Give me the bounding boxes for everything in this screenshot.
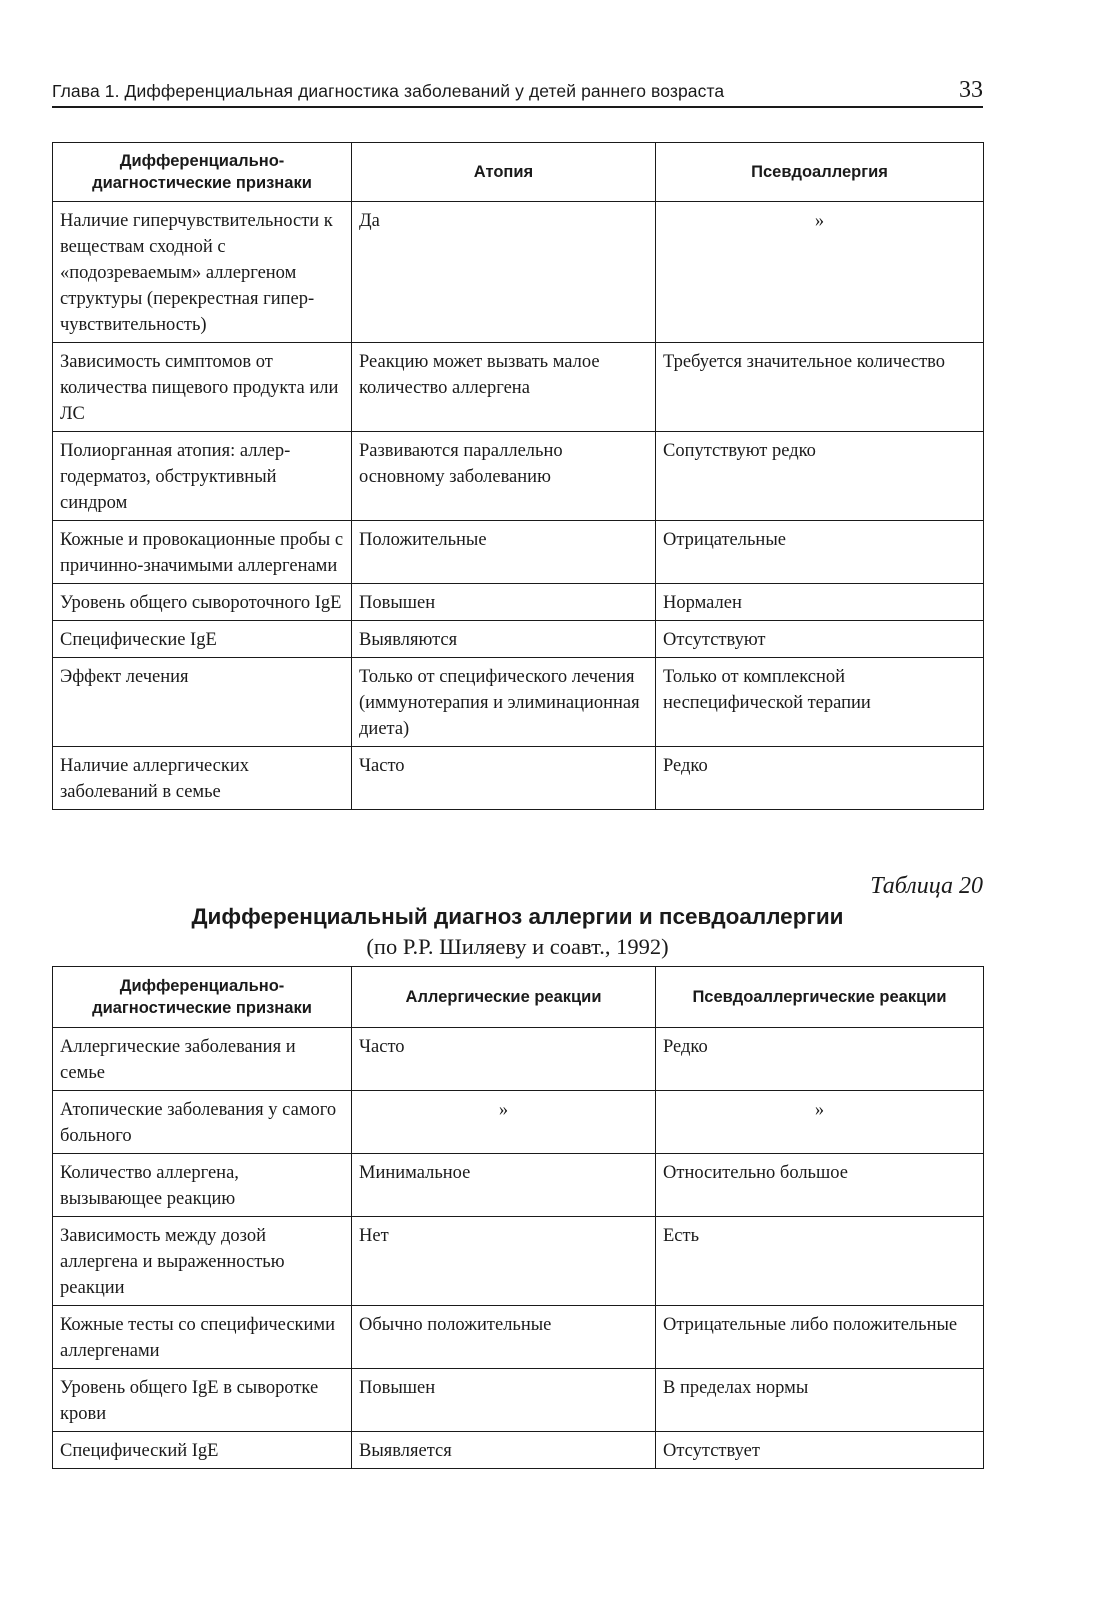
table-caption [52, 872, 983, 962]
table-cell: Только от специфического лечения (иммунотерапия и элиминационная диета) [352, 658, 656, 747]
table-cell: Повышен [352, 584, 656, 621]
table-cell-criterion: Аллергические заболевания и семье [53, 1028, 352, 1091]
table-row [53, 584, 984, 621]
table-row [53, 1432, 984, 1469]
column-header-atopy: Атопия [352, 143, 656, 202]
column-header-criteria: Дифференциально-диагностические признаки [53, 967, 352, 1028]
table-cell-criterion: Эффект лечения [53, 658, 352, 747]
table-row [53, 343, 984, 432]
table-row [53, 621, 984, 658]
table-cell: Отрицательные [656, 521, 984, 584]
table-cell-criterion: Количество аллергена, вызывающее реакцию [53, 1154, 352, 1217]
book-page [52, 64, 983, 1469]
table-cell-criterion: Уровень общего сывороточного IgE [53, 584, 352, 621]
table-cell: Часто [352, 747, 656, 810]
column-header-criteria: Дифференциально-диагностические признаки [53, 143, 352, 202]
table-row [53, 747, 984, 810]
page-number: 33 [959, 77, 983, 103]
table-cell-criterion: Уровень общего IgE в сыворотке крови [53, 1369, 352, 1432]
table-row [53, 1154, 984, 1217]
table-allergy-vs-pseudoallergy [52, 966, 984, 1469]
table-cell: Только от комплексной неспецифической терапии [656, 658, 984, 747]
column-header-pseudoallergic: Псевдоаллергические реакции [656, 967, 984, 1028]
table-cell: Сопутствуют редко [656, 432, 984, 521]
table-row [53, 202, 984, 343]
table-cell: Выявляются [352, 621, 656, 658]
table-cell-criterion: Кожные и провокационные пробы с причинно-значимыми аллергенами [53, 521, 352, 584]
table-cell: Есть [656, 1217, 984, 1306]
table-row [53, 658, 984, 747]
table-header-row [53, 967, 984, 1028]
table-cell: Редко [656, 1028, 984, 1091]
table-cell: Повышен [352, 1369, 656, 1432]
table-row [53, 1028, 984, 1091]
table-cell: Обычно положительные [352, 1306, 656, 1369]
table-row [53, 521, 984, 584]
column-header-pseudoallergy: Псевдоаллергия [656, 143, 984, 202]
table-cell: Нет [352, 1217, 656, 1306]
table-cell: Часто [352, 1028, 656, 1091]
table-cell: Да [352, 202, 656, 343]
table-cell: Нормален [656, 584, 984, 621]
table-cell: Отсутствуют [656, 621, 984, 658]
table-cell-criterion: Специфический IgE [53, 1432, 352, 1469]
table-atopy-vs-pseudoallergy [52, 142, 984, 810]
table-subtitle: (по Р.Р. Шиляеву и соавт., 1992) [366, 934, 669, 959]
table-cell: В пределах нормы [656, 1369, 984, 1432]
table-cell: Развиваются параллельно основному заболеванию [352, 432, 656, 521]
table-row [53, 432, 984, 521]
table-cell-criterion: Наличие аллергических заболеваний в семье [53, 747, 352, 810]
table-header-row [53, 143, 984, 202]
table-cell: Требуется значительное количество [656, 343, 984, 432]
table-cell-criterion: Кожные тесты со специфическими аллергенами [53, 1306, 352, 1369]
table-cell: » [352, 1091, 656, 1154]
table-cell: Выявляется [352, 1432, 656, 1469]
table-cell-criterion: Наличие гиперчувствительности к веществам сходной с «подозреваемым» аллергеном структуры (перекрестная гиперчувствительность) [53, 202, 352, 343]
chapter-title: Глава 1. Дифференциальная диагностика заболеваний у детей раннего возраста [52, 81, 725, 101]
table-number: Таблица 20 [870, 873, 983, 899]
table-title: Дифференциальный диагноз аллергии и псевдоаллергии [191, 904, 844, 929]
table-cell: Относительно большое [656, 1154, 984, 1217]
table-cell-criterion: Полиорганная атопия: аллергодерматоз, обструктивный синдром [53, 432, 352, 521]
table-row [53, 1369, 984, 1432]
running-header [52, 64, 983, 108]
table-cell: » [656, 1091, 984, 1154]
table-cell: Положительные [352, 521, 656, 584]
table-cell-criterion: Зависимость симптомов от количества пищевого продукта или ЛС [53, 343, 352, 432]
table-cell: Минимальное [352, 1154, 656, 1217]
table-cell: » [656, 202, 984, 343]
table-cell: Отрицательные либо положительные [656, 1306, 984, 1369]
table-cell: Реакцию может вызвать малое количество аллергена [352, 343, 656, 432]
column-header-allergic: Аллергические реакции [352, 967, 656, 1028]
table-row [53, 1091, 984, 1154]
table-cell-criterion: Специфические IgE [53, 621, 352, 658]
table-cell-criterion: Атопические заболевания у самого больного [53, 1091, 352, 1154]
table-cell-criterion: Зависимость между дозой аллергена и выраженностью реакции [53, 1217, 352, 1306]
table-cell: Редко [656, 747, 984, 810]
table-cell: Отсутствует [656, 1432, 984, 1469]
table-row [53, 1217, 984, 1306]
table-row [53, 1306, 984, 1369]
